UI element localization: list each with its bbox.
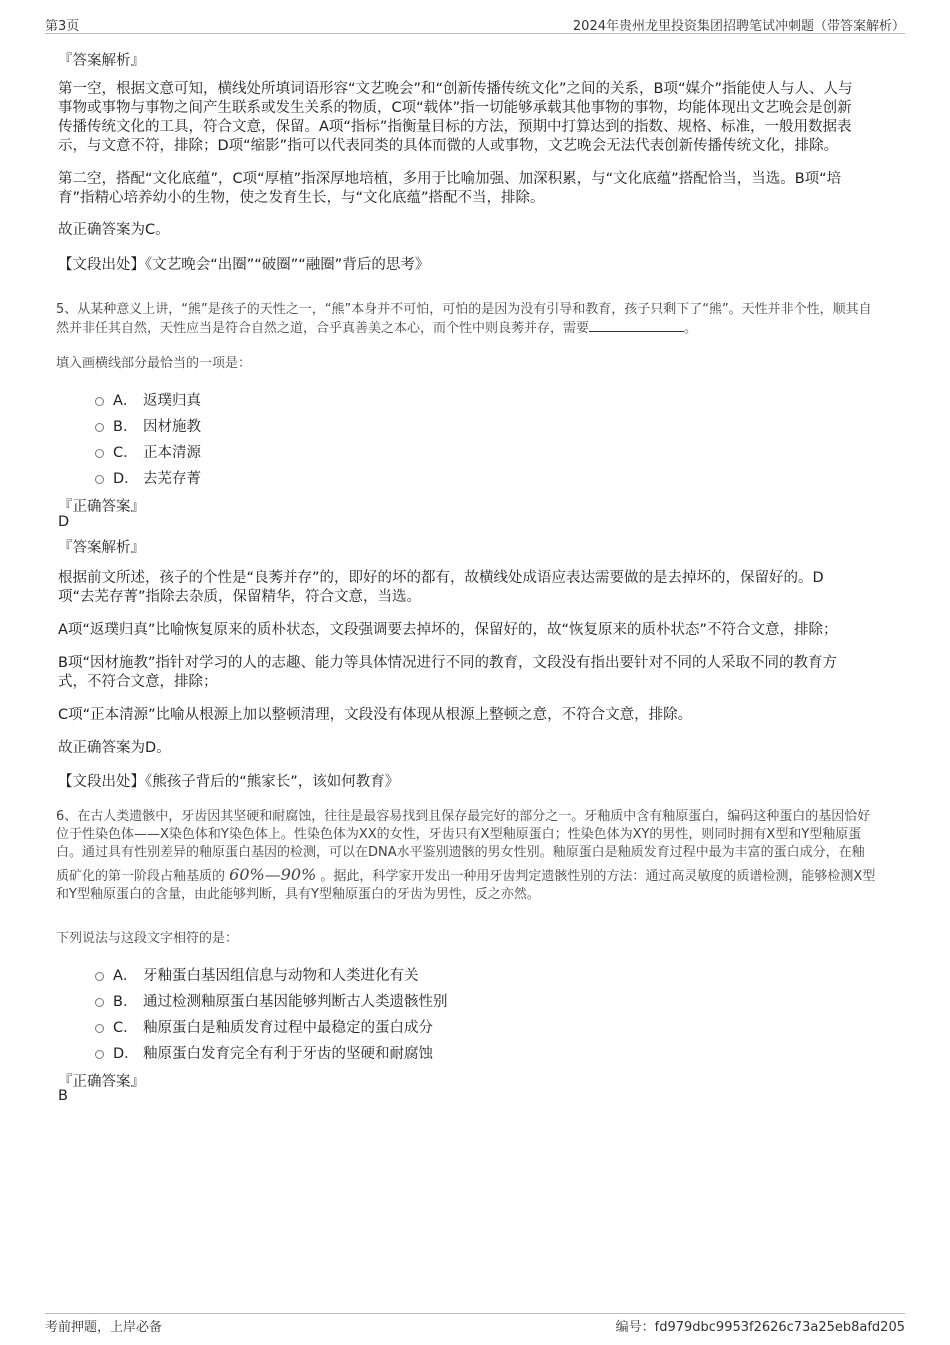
q6-option-a[interactable] bbox=[95, 964, 419, 985]
q5-answer: D bbox=[58, 514, 70, 530]
q6-answer: B bbox=[58, 1088, 68, 1104]
text-line: 和Y型釉原蛋白的含量，由此能够判断，具有Y型釉原蛋白的牙齿为男性，反之亦然。 bbox=[56, 887, 540, 902]
q5-option-b[interactable] bbox=[95, 415, 201, 436]
option-text: 返璞归真 bbox=[143, 393, 201, 409]
q5-option-d[interactable] bbox=[95, 467, 201, 488]
radio-button[interactable] bbox=[95, 397, 104, 406]
q6-answer-label: 『正确答案』 bbox=[58, 1074, 145, 1090]
radio-button[interactable] bbox=[95, 972, 104, 981]
text-line: 根据前文所述，孩子的个性是“良莠并存”的，即好的坏的都有，故横线处成语应表达需要做的是去掉坏的，保留好的。D bbox=[58, 570, 824, 586]
option-letter: A． bbox=[113, 393, 138, 409]
footer-slogan: 考前押题，上岸必备 bbox=[45, 1320, 163, 1335]
page-number: 第3页 bbox=[45, 19, 80, 34]
text-line: 育”指精心培养幼小的生物，使之发育生长，与“文化底蕴”搭配不当，排除。 bbox=[58, 190, 545, 206]
text-line: 白。通过具有性别差异的釉原蛋白基因的检测，可以在DNA水平鉴别遗骸的男女性别。釉原蛋白是釉质发育过程中最为丰富的蛋白成分，在釉 bbox=[56, 845, 865, 860]
q4-analysis-p2 bbox=[58, 170, 898, 208]
text-span: 然并非任其自然，天性应当是符合自然之道，合乎真善美之本心，而个性中则良莠并存，需要 bbox=[56, 321, 590, 336]
code-value: fd979dbc9953f2626c73a25eb8afd205 bbox=[654, 1320, 905, 1335]
q6-option-c[interactable] bbox=[95, 1016, 433, 1037]
option-text: 去芜存菁 bbox=[143, 471, 201, 487]
q5-analysis-label: 『答案解析』 bbox=[58, 540, 145, 556]
q6-prompt: 下列说法与这段文字相符的是： bbox=[56, 931, 239, 946]
text-span: 。据此，科学家开发出一种用牙齿判定遗骸性别的方法：通过高灵敏度的质谱检测，能够检测X型 bbox=[320, 869, 876, 884]
q5-analysis-p4: C项“正本清源”比喻从根源上加以整顿清理，文段没有体现从根源上整顿之意，不符合文意，排除。 bbox=[58, 707, 693, 723]
q4-analysis-p1 bbox=[58, 80, 898, 156]
text-line: 事物或事物与事物之间产生联系或发生关系的物质，C项“载体”指一切能够承载其他事物的事物，均能体现出文艺晚会是创新 bbox=[58, 100, 852, 116]
radio-button[interactable] bbox=[95, 423, 104, 432]
document-code bbox=[616, 1316, 905, 1335]
q5-analysis-p3 bbox=[58, 654, 898, 692]
text-line: 第一空，根据文意可知，横线处所填词语形容“文艺晚会”和“创新传播传统文化”之间的关系，B项“媒介”指能使人与人、人与 bbox=[58, 81, 853, 97]
text-line bbox=[56, 319, 896, 338]
q6-option-d[interactable] bbox=[95, 1042, 433, 1063]
option-text: 通过检测釉原蛋白基因能够判断古人类遗骸性别 bbox=[143, 994, 448, 1010]
option-letter: B． bbox=[113, 419, 138, 435]
radio-button[interactable] bbox=[95, 449, 104, 458]
page-header bbox=[45, 13, 905, 34]
q6-stem bbox=[56, 808, 896, 904]
q5-analysis-p1 bbox=[58, 569, 898, 607]
option-text: 釉原蛋白是釉质发育过程中最稳定的蛋白成分 bbox=[143, 1020, 433, 1036]
option-text: 因材施教 bbox=[143, 419, 201, 435]
radio-button[interactable] bbox=[95, 1024, 104, 1033]
q5-prompt: 填入画横线部分最恰当的一项是： bbox=[56, 356, 252, 371]
q4-source: 【文段出处】《文艺晚会“出圈”“破圈”“融圈”背后的思考》 bbox=[58, 257, 430, 273]
radio-button[interactable] bbox=[95, 1050, 104, 1059]
option-text: 正本清源 bbox=[143, 445, 201, 461]
math-expression: 60%—90% bbox=[229, 865, 317, 884]
option-letter: C． bbox=[113, 1020, 138, 1036]
text-line: 项“去芜存菁”指除去杂质，保留精华，符合文意，当选。 bbox=[58, 589, 422, 605]
text-line: 传播传统文化的工具，符合文意，保留。A项“指标”指衡量目标的方法，预期中打算达到的指数、规格、标准，一般用数据表 bbox=[58, 119, 852, 135]
text-line: 示，与文意不符，排除；D项“缩影”指可以代表同类的具体而微的人或事物，文艺晚会无法代表创新传播传统文化，排除。 bbox=[58, 138, 839, 154]
option-letter: B． bbox=[113, 994, 138, 1010]
text-line: 5、从某种意义上讲，“熊”是孩子的天性之一，“熊”本身并不可怕，可怕的是因为没有引导和教育，孩子只剩下了“熊”。天性并非个性，顺其自 bbox=[56, 302, 872, 317]
q5-conclusion: 故正确答案为D。 bbox=[58, 740, 171, 756]
q5-stem bbox=[56, 301, 896, 338]
radio-button[interactable] bbox=[95, 475, 104, 484]
q5-answer-label: 『正确答案』 bbox=[58, 499, 145, 515]
document-title: 2024年贵州龙里投资集团招聘笔试冲刺题（带答案解析） bbox=[572, 19, 905, 34]
q5-option-c[interactable] bbox=[95, 441, 201, 462]
option-letter: D． bbox=[113, 1046, 139, 1062]
text-line: 第二空，搭配“文化底蕴”，C项“厚植”指深厚地培植，多用于比喻加强、加深积累，与“文化底蕴”搭配恰当，当选。B项“培 bbox=[58, 171, 842, 187]
text-span: 质矿化的第一阶段占釉基质的 bbox=[56, 869, 226, 884]
q4-conclusion: 故正确答案为C。 bbox=[58, 222, 170, 238]
text-line bbox=[56, 866, 896, 886]
text-line: B项“因材施教”指针对学习的人的志趣、能力等具体情况进行不同的教育，文段没有指出要针对不同的人采取不同的教育方 bbox=[58, 655, 837, 671]
q5-source: 【文段出处】《熊孩子背后的“熊家长”，该如何教育》 bbox=[58, 774, 400, 790]
option-letter: A． bbox=[113, 968, 138, 984]
page-footer bbox=[45, 1313, 905, 1334]
code-label: 编号： bbox=[615, 1320, 655, 1335]
text-line: 位于性染色体——X染色体和Y染色体上。性染色体为XX的女性，牙齿只有X型釉原蛋白；性染色体为XY的男性，则同时拥有X型和Y型釉原蛋 bbox=[56, 827, 862, 842]
fill-blank bbox=[589, 319, 684, 332]
radio-button[interactable] bbox=[95, 998, 104, 1007]
text-line: 6、在古人类遗骸中，牙齿因其坚硬和耐腐蚀，往往是最容易找到且保存最完好的部分之一。牙釉质中含有釉原蛋白，编码这种蛋白的基因恰好 bbox=[56, 809, 871, 824]
q6-option-b[interactable] bbox=[95, 990, 448, 1011]
option-letter: D． bbox=[113, 471, 139, 487]
text-span: 。 bbox=[684, 321, 698, 336]
q5-analysis-p2: A项“返璞归真”比喻恢复原来的质朴状态，文段强调要去掉坏的，保留好的，故“恢复原来的质朴状态”不符合文意，排除； bbox=[58, 622, 838, 638]
q5-option-a[interactable] bbox=[95, 389, 201, 410]
option-text: 釉原蛋白发育完全有利于牙齿的坚硬和耐腐蚀 bbox=[143, 1046, 433, 1062]
text-line: 式，不符合文意，排除； bbox=[58, 674, 218, 690]
option-letter: C． bbox=[113, 445, 138, 461]
option-text: 牙釉蛋白基因组信息与动物和人类进化有关 bbox=[143, 968, 419, 984]
q4-analysis-label: 『答案解析』 bbox=[58, 53, 145, 69]
